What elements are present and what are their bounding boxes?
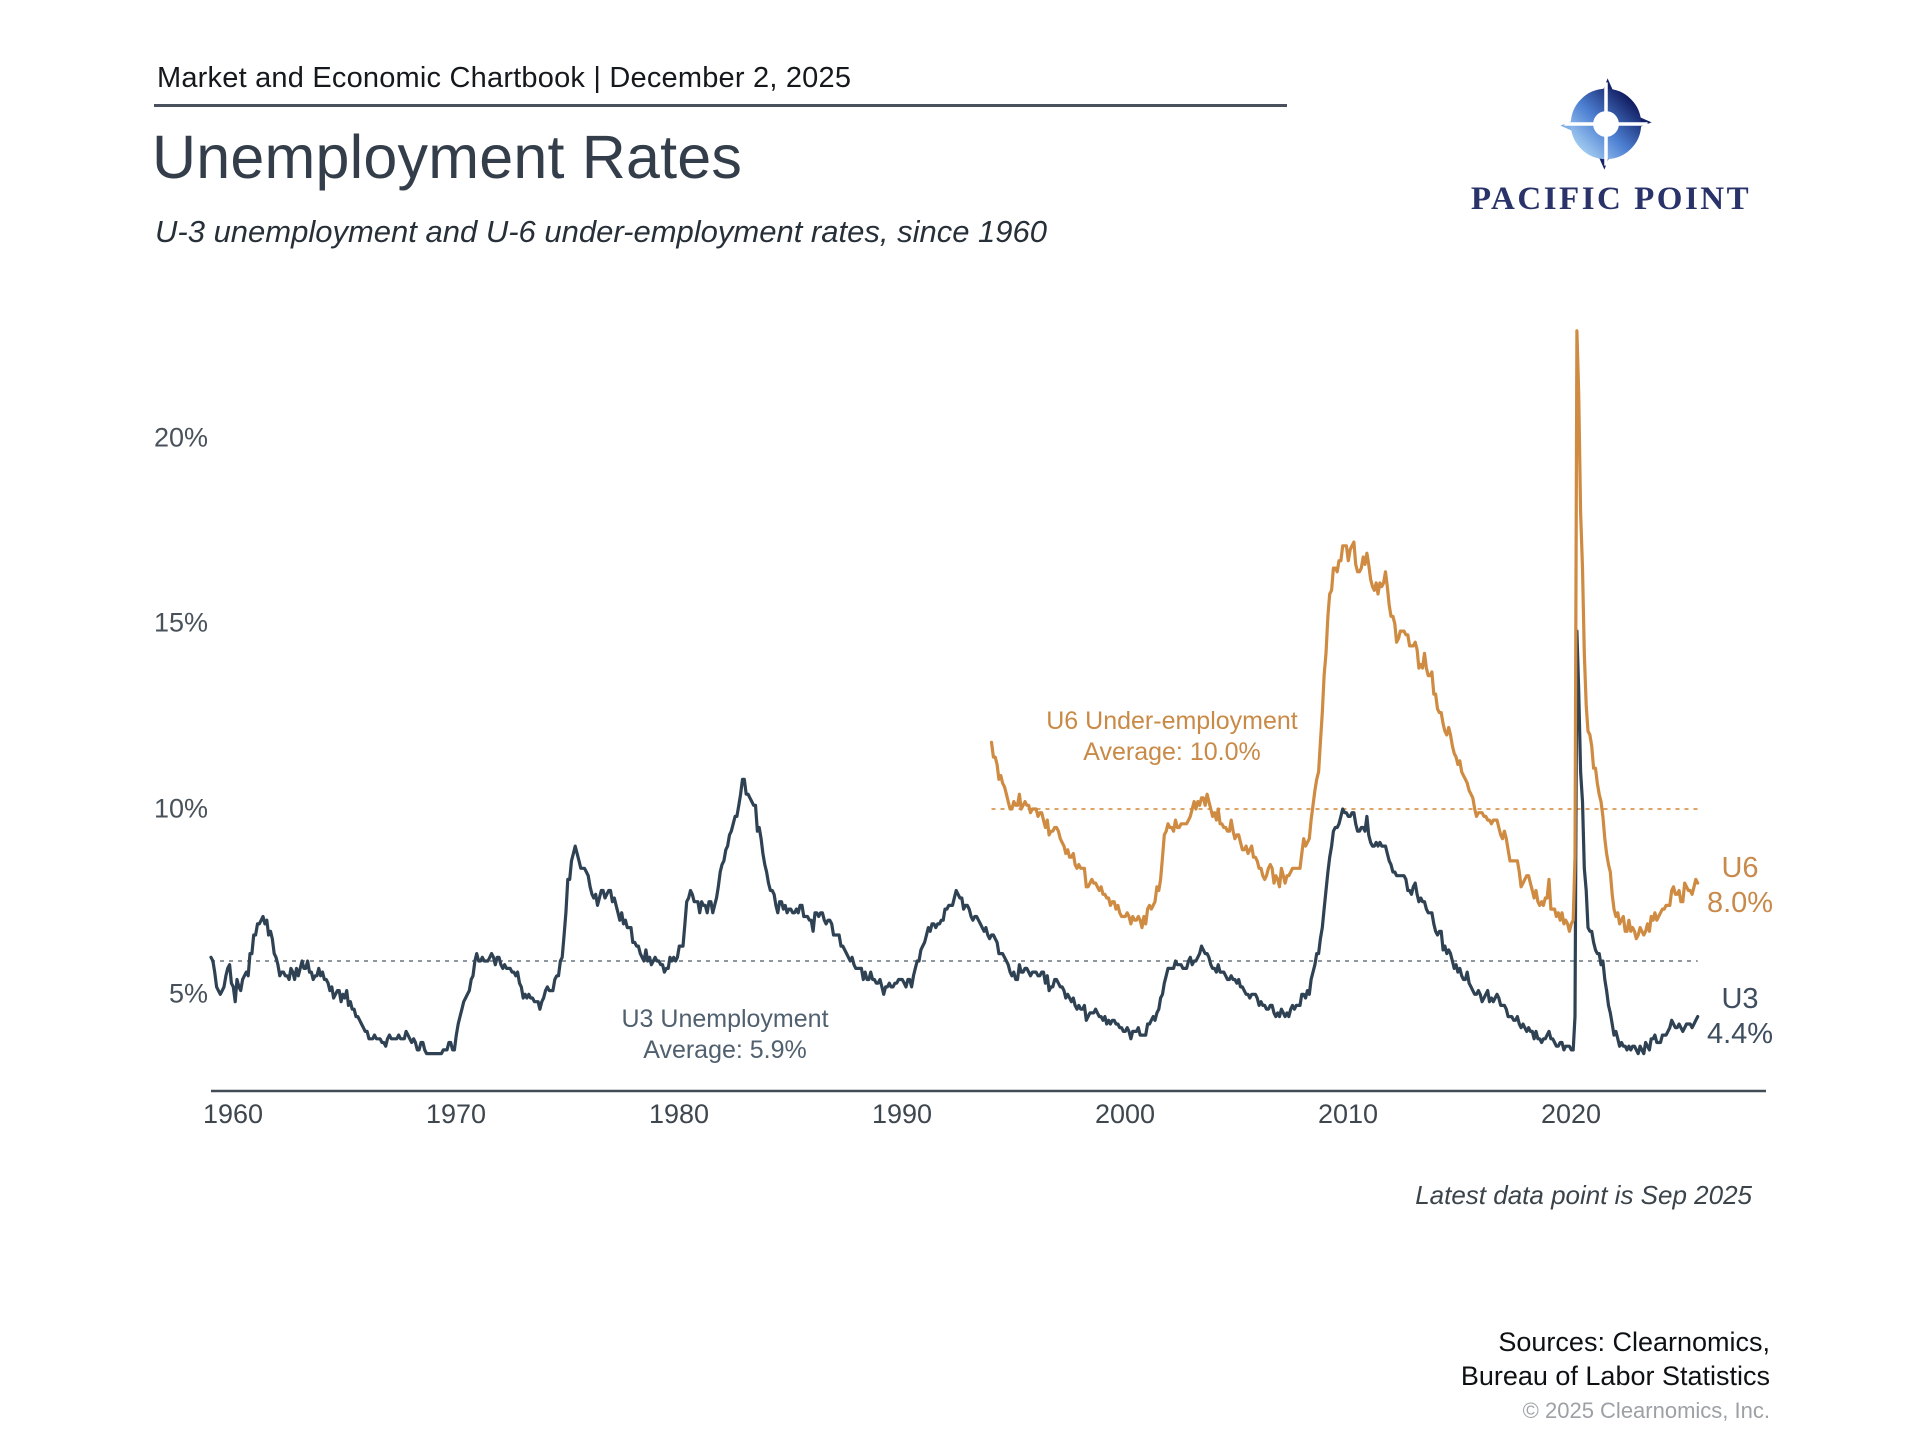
x-tick-2000: 2000 [1094,1099,1156,1129]
page-subtitle: U-3 unemployment and U-6 under-employment rates, since 1960 [155,214,1048,249]
u3-series-tag: U3 [1721,983,1759,1015]
u3-annotation-line2: Average: 5.9% [643,1036,807,1064]
x-tick-1970: 1970 [425,1099,487,1129]
page-title: Unemployment Rates [152,123,743,191]
x-tick-1990: 1990 [871,1099,933,1129]
y-tick-5: 5% [168,978,208,1009]
u6-line [992,331,1698,939]
u6-series-tag: U6 [1721,852,1759,884]
u3-average-annotation [560,1004,890,1066]
u6-latest-value: 8.0% [1706,887,1774,919]
u3-annotation-line1: U3 Unemployment [621,1005,829,1033]
compass-icon [1558,76,1654,172]
sources-line2: Bureau of Labor Statistics [1460,1361,1770,1391]
u3-line [211,631,1698,1054]
sources-note [1461,1325,1770,1393]
logo-wordmark: PACIFIC POINT [1470,181,1752,217]
x-tick-1980: 1980 [648,1099,710,1129]
u6-end-label [1695,851,1785,921]
y-tick-15: 15% [153,607,208,638]
x-tick-2010: 2010 [1317,1099,1379,1129]
chartbook-header: Market and Economic Chartbook | December 2, 2025 [157,62,852,94]
copyright-note: © 2025 Clearnomics, Inc. [1522,1398,1770,1423]
u3-latest-value: 4.4% [1706,1018,1774,1050]
sources-line1: Sources: Clearnomics, [1498,1327,1770,1357]
x-tick-2020: 2020 [1540,1099,1602,1129]
u6-annotation-line2: Average: 10.0% [1083,738,1261,766]
latest-data-note: Latest data point is Sep 2025 [1415,1180,1752,1210]
u6-average-annotation [1007,706,1337,768]
header-divider [154,104,1287,107]
y-tick-10: 10% [153,793,208,824]
y-tick-20: 20% [153,422,208,453]
u6-annotation-line1: U6 Under-employment [1046,707,1298,735]
x-tick-1960: 1960 [202,1099,264,1129]
u3-end-label [1695,982,1785,1052]
